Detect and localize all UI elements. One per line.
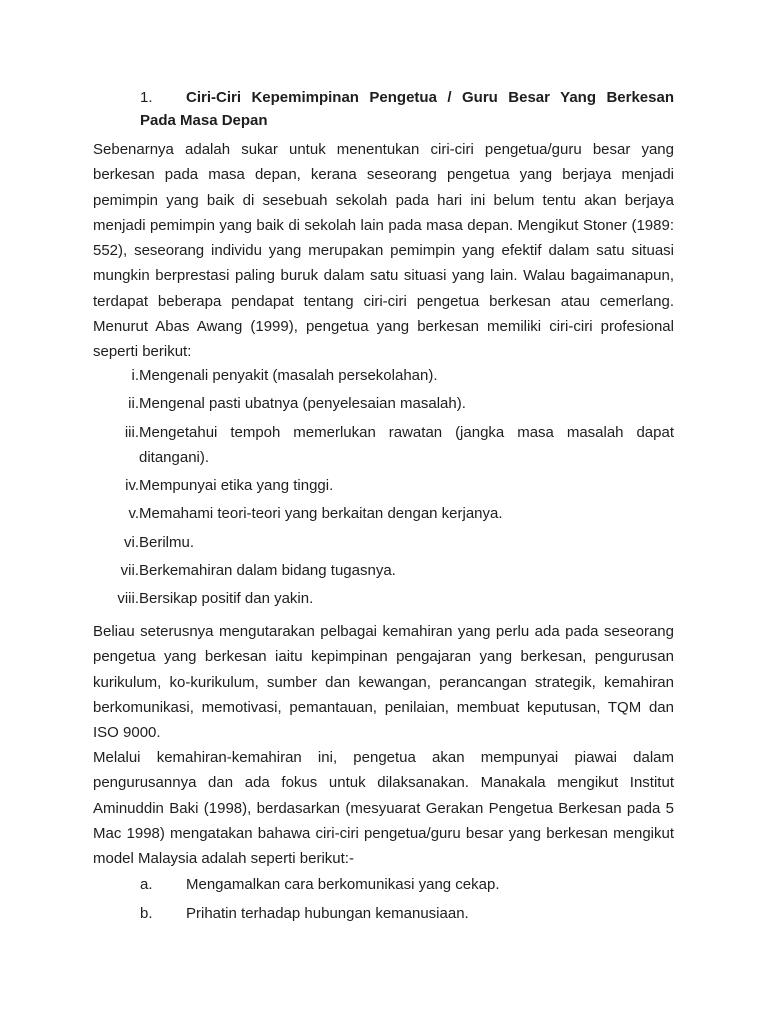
list-item-number: viii. [117,590,139,608]
paragraph-skills: Beliau seterusnya mengutarakan pelbagai kemahiran yang perlu ada pada seseorang pengetua yang berkesan iaitu kepimpinan pengajaran yang berkesan, pengurusan kurikulum, ko-kurikulum, sumber dan kewangan, perancangan strategik, kemahiran berkomunikasi, memotivasi, pemantauan, penilaian, membuat keputusan, TQM dan ISO 9000. [93,623,674,742]
list-item [93,558,674,583]
list-item-text: Mempunyai etika yang tinggi. [139,477,334,495]
list-item [93,586,674,611]
list-item-number: vi. [124,533,139,551]
list-item-number: iii. [124,423,139,441]
list-item [93,501,674,526]
list-item-number: v. [128,505,139,523]
heading-number: 1. [140,89,153,106]
list-item-text: Mengamalkan cara berkomunikasi yang cekap. [186,876,500,893]
alpha-list [140,870,674,928]
list-item [93,473,674,498]
list-item [93,420,674,471]
list-item-number: ii. [128,395,139,413]
list-item-letter: b. [140,905,153,922]
list-item-number: i. [131,367,139,384]
list-item-text: Bersikap positif dan yakin. [139,590,314,608]
list-item [140,870,674,899]
paragraph-intro: Sebenarnya adalah sukar untuk menentukan ciri-ciri pengetua/guru besar yang berkesan pada masa depan, kerana seseorang pengetua yang berjaya menjadi pemimpin yang baik di sesebuah sekolah pada hari ini belum tentu akan berjaya menjadi pemimpin yang baik di sekolah lain pada masa depan. Mengikut Stoner (1989: 552), seseorang individu yang merupakan pemimpin yang efektif dalam satu situasi mungkin berprestasi paling buruk dalam satu situasi yang lain. Walau bagaimanapun, terdapat beberapa pendapat tentang ciri-ciri pengetua berkesan atau cemerlang. Menurut Abas Awang (1999), pengetua yang berkesan memiliki ciri-ciri profesional seperti berikut: [93,141,674,361]
list-item-text: Berilmu. [139,533,195,551]
list-item-text: Mengenal pasti ubatnya (penyelesaian masalah). [139,395,466,413]
roman-numeral-list [93,363,674,612]
heading-line-1: Ciri-Ciri Kepemimpinan Pengetua / Guru Besar Yang Berkesan [186,89,674,106]
list-item [93,391,674,416]
list-item-text: Memahami teori-teori yang berkaitan dengan kerjanya. [139,505,503,523]
heading-line-2: Pada Masa Depan [140,112,268,129]
list-item [140,899,674,928]
list-item-text: Prihatin terhadap hubungan kemanusiaan. [186,905,469,922]
list-item-text: Mengenali penyakit (masalah persekolahan). [139,367,438,384]
list-item-number: vii. [120,562,139,580]
section-heading [140,86,674,132]
list-item-letter: a. [140,876,153,893]
list-item-number: iv. [125,477,139,495]
list-item-text: Mengetahui tempoh memerlukan rawatan (jangka masa masalah dapat ditangani). [139,423,674,466]
paragraph-model: Melalui kemahiran-kemahiran ini, pengetua akan mempunyai piawai dalam pengurusannya dan ada fokus untuk dilaksanakan. Manakala mengikut Institut Aminuddin Baki (1998), berdasarkan (mesyuarat Gerakan Pengetua Berkesan pada 5 Mac 1998) mengatakan bahawa ciri-ciri pengetua/guru besar yang berkesan mengikut model Malaysia adalah seperti berikut:- [93,749,674,868]
list-item [93,530,674,555]
list-item-text: Berkemahiran dalam bidang tugasnya. [139,562,396,580]
list-item [93,363,674,388]
